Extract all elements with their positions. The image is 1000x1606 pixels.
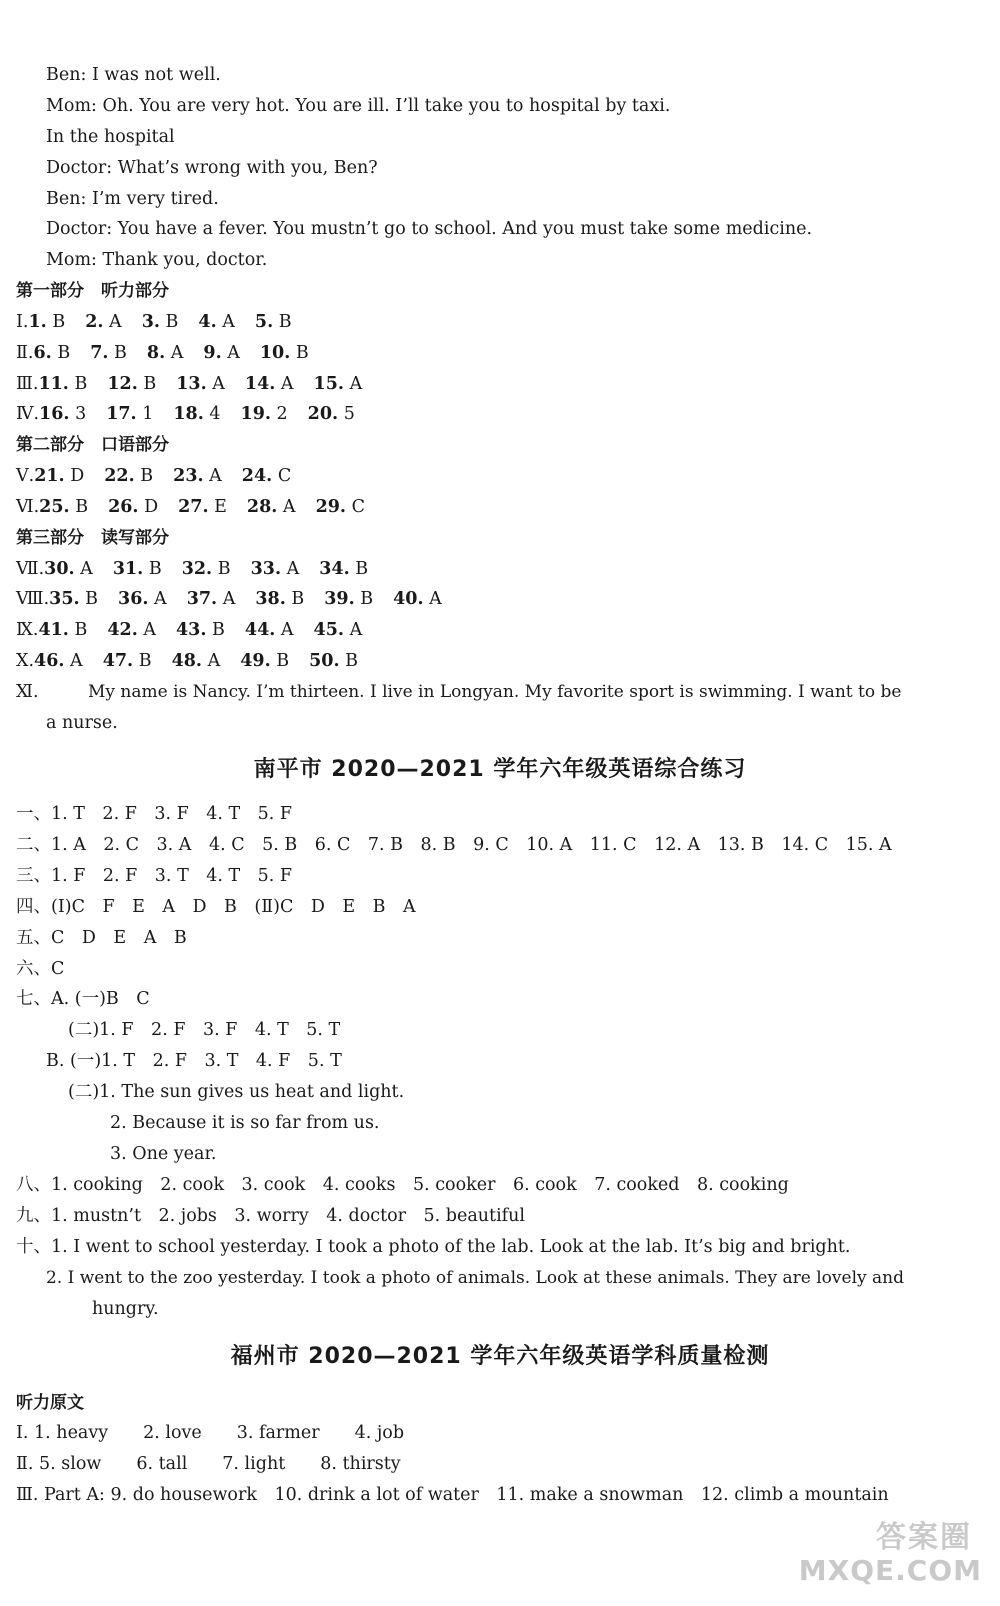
answer-item: 33. A <box>250 559 300 579</box>
roman-numeral: Ⅹ. <box>16 651 35 671</box>
answer-line: 七、A. (一)B C <box>16 989 150 1009</box>
answer-item: 10. B <box>259 343 309 363</box>
answer-item: 32. B <box>181 559 231 579</box>
answer-line: 一、1. T 2. F 3. F 4. T 5. F <box>16 804 293 824</box>
roman-numeral: Ⅳ. <box>16 404 40 424</box>
dialogue-line: Mom: Thank you, doctor. <box>46 250 268 270</box>
answer-item: 7. B <box>90 343 127 363</box>
answer-line: 二、1. A 2. C 3. A 4. C 5. B 6. C 7. B 8. B 9. C 10. A 11. C 12. A 13. B 14. C 15. A <box>16 835 892 855</box>
answer-row <box>16 402 375 426</box>
answer-item: 21. D <box>34 466 85 486</box>
dialogue-line: Ben: I’m very tired. <box>46 189 219 209</box>
roman-numeral: Ⅱ. <box>16 343 34 363</box>
answer-item: 37. A <box>186 589 236 609</box>
answer-item: 38. B <box>255 589 305 609</box>
answer-line: Ⅲ. Part A: 9. do housework 10. drink a lot of water 11. make a snowman 12. climb a mountain <box>16 1485 889 1505</box>
answer-item: 27. E <box>178 497 227 517</box>
watermark-text: 答案圈 <box>876 1520 972 1555</box>
answer-item: 44. A <box>244 620 294 640</box>
answer-line: 十、1. I went to school yesterday. I took a photo of the lab. Look at the lab. It’s big and bright. <box>16 1237 851 1257</box>
answer-line: 八、1. cooking 2. cook 3. cook 4. cooks 5. cooker 6. cook 7. cooked 8. cooking <box>16 1175 789 1195</box>
roman-numeral: Ⅶ. <box>16 559 45 579</box>
answer-item: 49. B <box>240 651 290 671</box>
answer-item: 25. B <box>39 497 89 517</box>
answer-item: 41. B <box>38 620 88 640</box>
answer-item: 23. A <box>173 466 222 486</box>
answer-row <box>16 618 382 642</box>
answer-line: 五、C D E A B <box>16 928 187 948</box>
answer-item: 11. B <box>38 374 88 394</box>
answer-row <box>16 341 329 365</box>
answer-item: 17. 1 <box>106 404 154 424</box>
answer-item: 35. B <box>49 589 99 609</box>
answer-line: 四、(Ⅰ)C F E A D B (Ⅱ)C D E B A <box>16 897 416 917</box>
writing-roman: Ⅺ. <box>16 682 39 702</box>
answer-line: Ⅰ. 1. heavy 2. love 3. farmer 4. job <box>16 1423 405 1443</box>
answer-line: Ⅱ. 5. slow 6. tall 7. light 8. thirsty <box>16 1454 401 1474</box>
answer-item: 43. B <box>176 620 225 640</box>
answer-item: 34. B <box>319 559 369 579</box>
answer-item: 5. B <box>254 312 292 332</box>
roman-numeral: Ⅵ. <box>16 497 40 517</box>
answer-item: 22. B <box>104 466 154 486</box>
answer-row <box>16 649 378 673</box>
answer-row <box>16 310 312 334</box>
answer-item: 6. B <box>33 343 71 363</box>
answer-line: (二)1. The sun gives us heat and light. <box>68 1082 405 1102</box>
answer-item: 26. D <box>108 497 159 517</box>
part1-heading: 第一部分 听力部分 <box>16 281 169 301</box>
writing-answer-line: My name is Nancy. I’m thirteen. I live in Longyan. My favorite sport is swimming. I want to be <box>88 682 902 702</box>
answer-item: 3. B <box>141 312 179 332</box>
nanping-title: 南平市 2020—2021 学年六年级英语综合练习 <box>253 757 747 782</box>
fuzhou-subheading: 听力原文 <box>16 1393 84 1413</box>
answer-item: 14. A <box>244 374 294 394</box>
answer-line: 3. One year. <box>110 1144 217 1164</box>
dialogue-line: Ben: I was not well. <box>46 65 221 85</box>
answer-line: hungry. <box>92 1299 159 1319</box>
answer-item: 13. A <box>176 374 225 394</box>
answer-item: 36. A <box>118 589 167 609</box>
part2-heading: 第二部分 口语部分 <box>16 435 169 455</box>
answer-item: 20. 5 <box>307 404 355 424</box>
answer-line: (二)1. F 2. F 3. F 4. T 5. T <box>68 1020 341 1040</box>
answer-line: 六、C <box>16 959 65 979</box>
answer-item: 31. B <box>112 559 162 579</box>
answer-item: 9. A <box>203 343 240 363</box>
roman-numeral: Ⅲ. <box>16 374 39 394</box>
answer-row <box>16 464 311 488</box>
answer-item: 29. C <box>315 497 365 517</box>
answer-item: 28. A <box>246 497 296 517</box>
dialogue-line: Mom: Oh. You are very hot. You are ill. I’ll take you to hospital by taxi. <box>46 96 671 116</box>
answer-item: 18. 4 <box>173 404 221 424</box>
answer-line: 九、1. mustn’t 2. jobs 3. worry 4. doctor 5. beautiful <box>16 1206 526 1226</box>
answer-item: 15. A <box>313 374 363 394</box>
answer-line: B. (一)1. T 2. F 3. T 4. F 5. T <box>46 1051 342 1071</box>
answer-item: 16. 3 <box>39 404 87 424</box>
answer-item: 46. A <box>34 651 83 671</box>
roman-numeral: Ⅸ. <box>16 620 39 640</box>
answer-item: 50. B <box>309 651 359 671</box>
answer-item: 42. A <box>107 620 156 640</box>
answer-row <box>16 557 388 581</box>
fuzhou-title: 福州市 2020—2021 学年六年级英语学科质量检测 <box>230 1344 770 1369</box>
answer-item: 12. B <box>107 374 157 394</box>
answer-item: 40. A <box>393 589 442 609</box>
answer-item: 30. A <box>44 559 93 579</box>
part3-heading: 第三部分 读写部分 <box>16 528 169 548</box>
site-watermark <box>762 1512 982 1598</box>
answer-row <box>16 587 462 611</box>
answer-item: 1. B <box>28 312 66 332</box>
roman-numeral: Ⅴ. <box>16 466 35 486</box>
answer-row <box>16 495 385 519</box>
answer-item: 8. A <box>146 343 184 363</box>
answer-item: 19. 2 <box>240 404 288 424</box>
roman-numeral: Ⅰ. <box>16 312 29 332</box>
roman-numeral: Ⅷ. <box>16 589 50 609</box>
answer-line: 2. I went to the zoo yesterday. I took a photo of animals. Look at these animals. They are lovely and <box>46 1268 904 1288</box>
answer-item: 39. B <box>324 589 374 609</box>
writing-answer-line: a nurse. <box>46 713 118 733</box>
answer-line: 2. Because it is so far from us. <box>110 1113 380 1133</box>
answer-item: 48. A <box>171 651 221 671</box>
answer-item: 24. C <box>241 466 292 486</box>
watermark-url: MXQE.COM <box>798 1554 982 1587</box>
answer-line: 三、1. F 2. F 3. T 4. T 5. F <box>16 866 293 886</box>
dialogue-line: Doctor: You have a fever. You mustn’t go to school. And you must take some medicine. <box>46 219 813 239</box>
answer-row <box>16 372 382 396</box>
dialogue-line: In the hospital <box>46 127 175 147</box>
answer-item: 2. A <box>85 312 122 332</box>
answer-item: 4. A <box>198 312 235 332</box>
answer-item: 47. B <box>102 651 152 671</box>
dialogue-line: Doctor: What’s wrong with you, Ben? <box>46 158 378 178</box>
answer-item: 45. A <box>313 620 363 640</box>
